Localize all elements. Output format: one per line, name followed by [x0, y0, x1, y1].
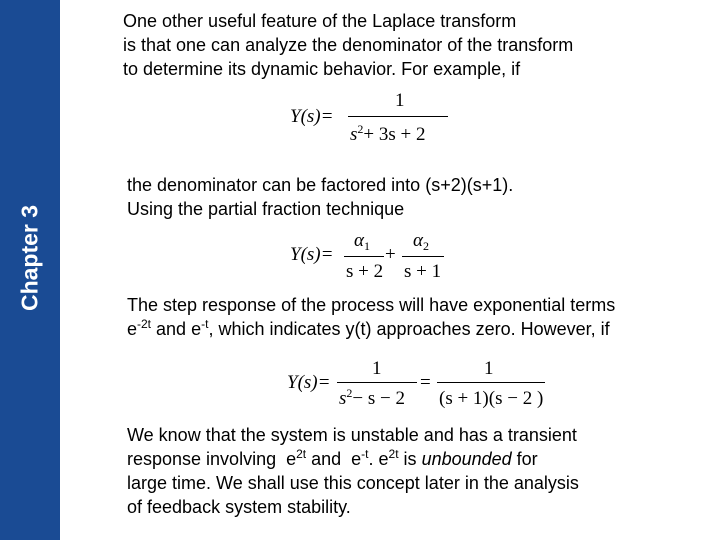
eq1-fraction-bar: [348, 116, 448, 117]
eq3-numerator-2: 1: [484, 358, 494, 379]
eq3-lhs: Y(s)=: [287, 372, 331, 393]
unbounded-emphasis: unbounded: [421, 449, 512, 469]
eq3-fraction-bar-1: [337, 382, 417, 383]
eq1-lhs: Y(s)=: [290, 106, 334, 127]
eq3-numerator-1: 1: [372, 358, 382, 379]
eq2-plus: +: [385, 244, 396, 265]
eq2-lhs: Y(s)=: [290, 244, 334, 265]
chapter-sidebar: [0, 0, 60, 540]
intro-line-3: to determine its dynamic behavior. For example, if: [123, 59, 521, 79]
step-response-line-2: $e^{-2t}$ and $e^{-t}$, which indicates y(t) approaches zero. However, if: [127, 317, 610, 339]
factoring-paragraph: [127, 173, 707, 221]
eq3-denominator-1: $s^2- s - 2$: [339, 386, 405, 409]
equation-2: [288, 230, 458, 286]
conclusion-line-4: of feedback system stability.: [127, 497, 351, 517]
eq2-denominator-1: s + 2: [346, 261, 384, 282]
factoring-line-1: the denominator can be factored into (s+2)(s+1).: [127, 175, 514, 195]
equation-1: [288, 88, 458, 152]
eq2-fraction-bar-2: [402, 256, 444, 257]
eq3-denominator-2: (s + 1)(s − 2 ): [439, 388, 544, 409]
conclusion-line-1: We know that the system is unstable and has a transient: [127, 425, 577, 445]
conclusion-line-2: response involving $e^{2t}$ and $e^{-t}$. $e^{2t}$ is unbounded for: [127, 447, 538, 469]
eq2-denominator-2: s + 1: [404, 261, 442, 282]
intro-line-1: One other useful feature of the Laplace transform: [123, 11, 517, 31]
chapter-title: Chapter 3: [16, 204, 43, 312]
eq2-numerator-2: $\alpha_2$: [413, 230, 429, 253]
factoring-line-2: Using the partial fraction technique: [127, 199, 405, 219]
eq2-numerator-1: $\alpha_1$: [354, 230, 370, 253]
conclusion-line-3: large time. We shall use this concept later in the analysis: [127, 473, 579, 493]
step-response-paragraph: [127, 293, 717, 341]
conclusion-paragraph: [127, 423, 717, 519]
eq1-numerator: 1: [395, 90, 405, 111]
equation-3: [285, 358, 555, 414]
eq2-fraction-bar-1: [344, 256, 384, 257]
eq3-fraction-bar-2: [437, 382, 545, 383]
step-response-line-1: The step response of the process will have exponential terms: [127, 295, 616, 315]
intro-paragraph: [123, 9, 703, 81]
intro-line-2: is that one can analyze the denominator of the transform: [123, 35, 574, 55]
eq3-equals: =: [420, 372, 431, 393]
eq1-denominator: $s^2+ 3s + 2$: [350, 122, 426, 145]
